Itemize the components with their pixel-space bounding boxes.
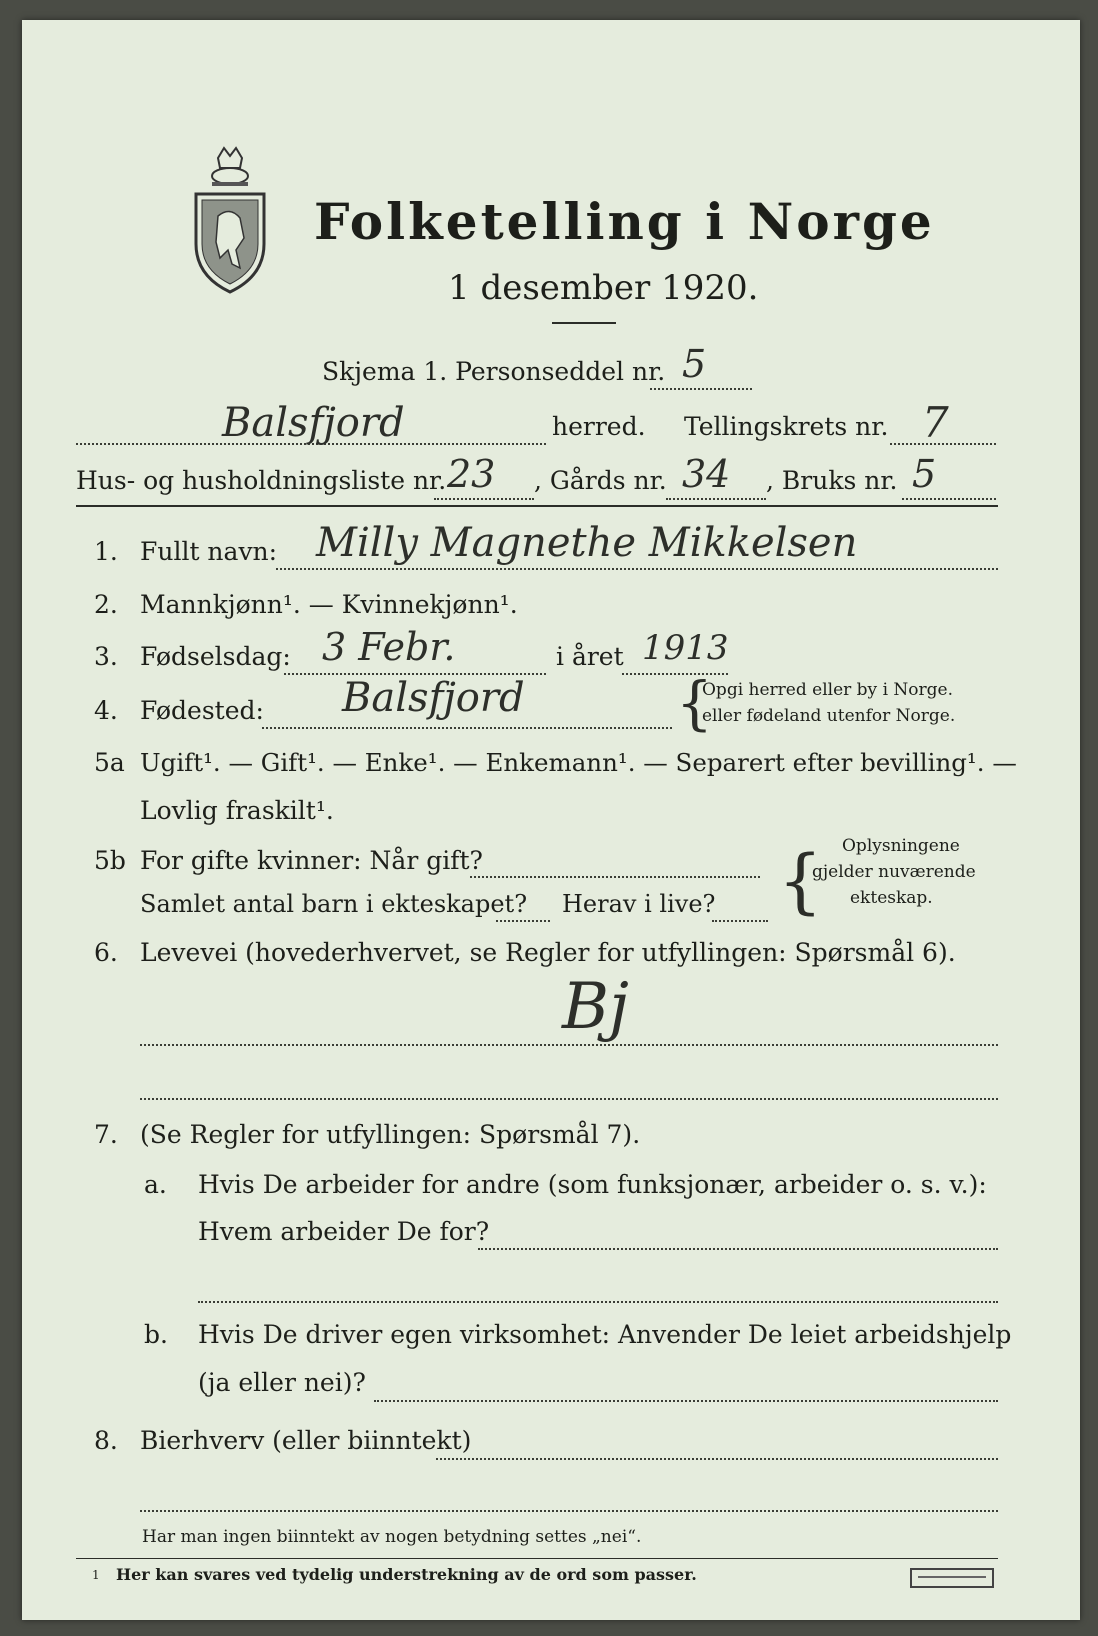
footnote-text: Her kan svares ved tydelig understrekning av de ord som passer. [116,1565,697,1584]
q8-number: 8. [94,1426,118,1455]
birthplace-note-brace: { [676,669,713,737]
q7b-label: Hvis De driver egen virksomhet: Anvender De leiet arbeidshjelp [198,1320,1012,1349]
q6-number: 6. [94,938,118,967]
bruks-label: , Bruks nr. [766,466,898,495]
alive-label: Herav i live? [562,890,716,918]
q5b-number: 5b [94,846,126,875]
census-date: 1 desember 1920. [448,268,759,308]
q1-field-line [276,568,998,570]
section-divider [76,505,998,507]
occupation-field-line-1 [140,1044,998,1046]
occupation-value[interactable]: Bj [562,970,629,1044]
marital-status-options[interactable]: Ugift¹. — Gift¹. — Enke¹. — Enkemann¹. — Separert efter bevilling¹. — [140,748,1017,777]
tellingskrets-value[interactable]: 7 [922,398,949,447]
marriage-note-1: Oplysningene [842,836,960,856]
occupation-field-line-2 [140,1098,998,1100]
q1-label: Fullt navn: [140,537,278,566]
q3-number: 3. [94,642,118,671]
birthplace-note-1: Opgi herred eller by i Norge. [702,680,953,700]
herred-value[interactable]: Balsfjord [222,400,405,446]
gards-value[interactable]: 34 [682,452,731,496]
marriage-note-2: gjelder nuværende [812,862,976,882]
birthplace-note-2: eller fødeland utenfor Norge. [702,706,956,726]
q4-number: 4. [94,696,118,725]
side-income-field-line-1 [436,1458,998,1460]
q1-number: 1. [94,537,118,566]
q7-number: 7. [94,1120,118,1149]
birthplace-field-line [262,727,672,729]
bruks-field-line [902,498,996,500]
side-income-field-line-2 [140,1510,998,1512]
printer-stamp [910,1568,994,1588]
q6-label: Levevei (hovederhvervet, se Regler for utfyllingen: Spørsmål 6). [140,938,956,967]
bruks-value[interactable]: 5 [912,452,937,496]
employer-field-line-2 [198,1301,998,1303]
q7a-letter: a. [144,1170,167,1199]
gards-label: , Gårds nr. [534,466,667,495]
footnote-divider [76,1558,998,1559]
q3-label: Fødselsdag: [140,642,291,671]
gender-options[interactable]: Mannkjønn¹. — Kvinnekjønn¹. [140,590,518,619]
full-name-value[interactable]: Milly Magnethe Mikkelsen [316,520,858,566]
q7b-label-2: (ja eller nei)? [198,1368,366,1397]
q7-label: (Se Regler for utfyllingen: Spørsmål 7). [140,1120,641,1149]
children-label: Samlet antal barn i ekteskapet? [140,890,528,918]
title-divider [552,322,616,324]
year-label: i året [556,642,624,671]
hired-help-field-line [374,1400,998,1402]
birth-year-value[interactable]: 1913 [642,628,729,668]
marital-status-options-2[interactable]: Lovlig fraskilt¹. [140,796,334,825]
children-field-line [496,920,550,922]
q8-label: Bierhverv (eller biinntekt) [140,1426,472,1455]
form-title: Folketelling i Norge [314,192,935,251]
census-form [22,20,1080,1620]
married-when-field-line [470,876,760,878]
skjema-value[interactable]: 5 [682,342,707,386]
skjema-label: Skjema 1. Personseddel nr. [322,357,666,386]
q7a-label: Hvis De arbeider for andre (som funksjonær, arbeider o. s. v.): [198,1170,987,1199]
alive-field-line [712,920,768,922]
marriage-note-3: ekteskap. [850,888,933,908]
herred-label: herred. [552,412,646,441]
hus-label: Hus- og husholdningsliste nr. [76,466,447,495]
skjema-field-line [650,388,752,390]
q5a-number: 5a [94,748,125,777]
q4-label: Fødested: [140,696,264,725]
birthdate-value[interactable]: 3 Febr. [322,625,456,669]
marriage-note-brace: { [778,840,823,922]
tellingskrets-label: Tellingskrets nr. [684,412,889,441]
footnote-mark: 1 [92,1568,100,1582]
coat-of-arms-icon [190,146,270,296]
gards-field-line [666,498,766,500]
hus-value[interactable]: 23 [447,452,496,496]
employer-field-line-1 [478,1248,998,1250]
q2-number: 2. [94,590,118,619]
q5b-label: For gifte kvinner: Når gift? [140,846,483,875]
q7b-letter: b. [144,1320,168,1349]
side-income-note: Har man ingen biinntekt av nogen betydning settes „nei“. [142,1527,642,1547]
birthplace-value[interactable]: Balsfjord [342,675,525,721]
q7a-label-2: Hvem arbeider De for? [198,1217,490,1246]
hus-field-line [434,498,534,500]
